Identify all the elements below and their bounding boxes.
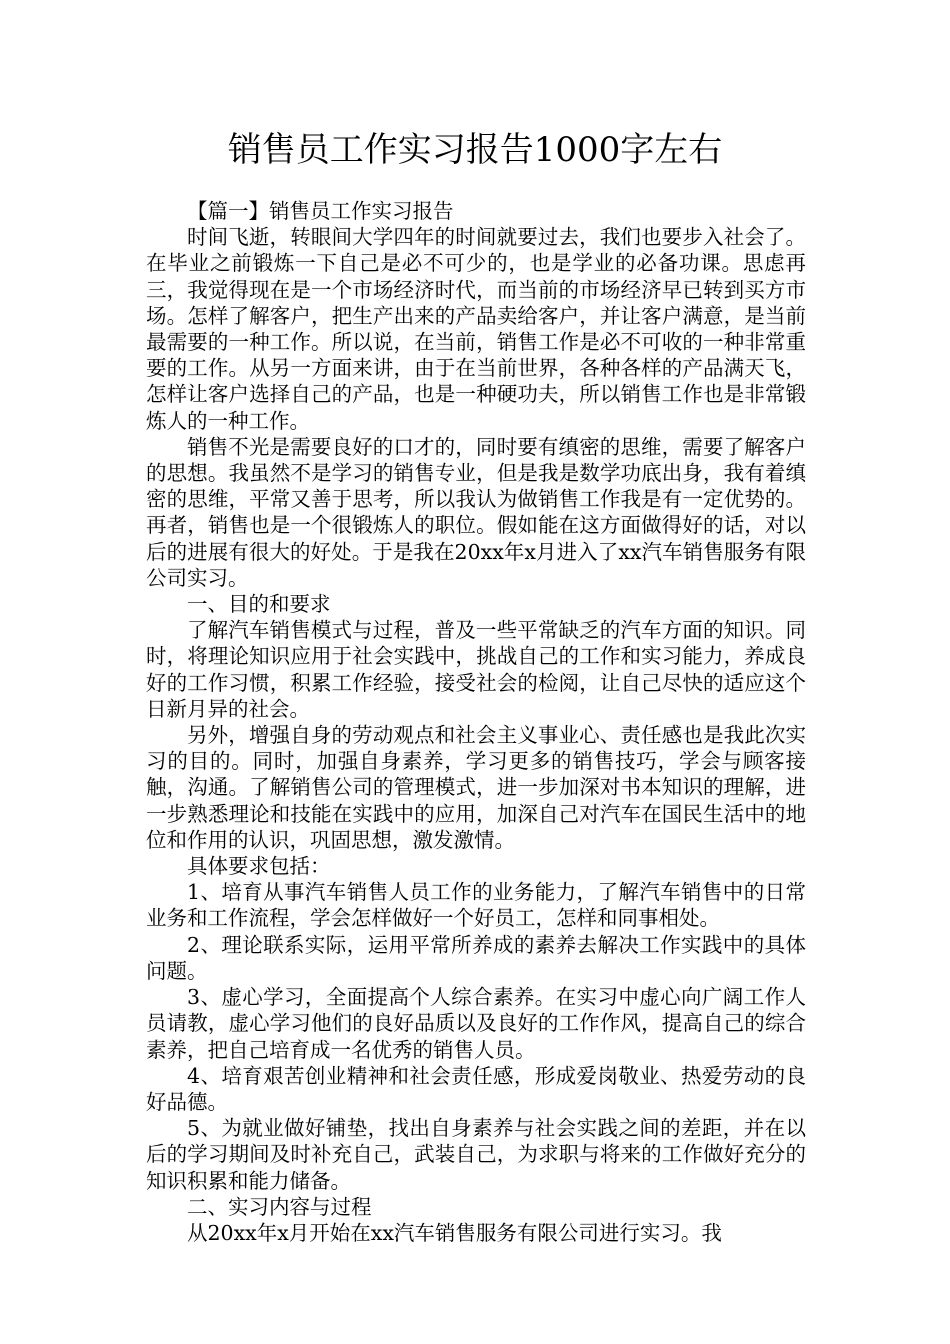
- section-heading: 一、目的和要求: [187, 592, 331, 617]
- list-item: 5、为就业做好铺垫，找出自身素养与社会实践之间的差距，并在以后的学习期间及时补充自己，武装自己，为求职与将来的工作做好充分的知识积累和能力储备。: [146, 1116, 806, 1193]
- list-item: 4、培育艰苦创业精神和社会责任感，形成爱岗敬业、热爱劳动的良好品德。: [146, 1063, 806, 1114]
- document-body: [146, 198, 806, 1246]
- body-paragraph: 具体要求包括：: [187, 854, 331, 879]
- body-paragraph: 销售不光是需要良好的口才的，同时要有缜密的思维，需要了解客户的思想。我虽然不是学习的销售专业，但是我是数学功底出身，我有着缜密的思维，平常又善于思考，所以我认为做销售工作我是有一定优势的。再者，销售也是一个很锻炼人的职位。假如能在这方面做得好的话，对以后的进展有很大的好处。于是我在20xx年x月进入了xx汽车销售服务有限公司实习。: [146, 434, 806, 590]
- body-paragraph: 另外，增强自身的劳动观点和社会主义事业心、责任感也是我此次实习的目的。同时，加强自身素养，学习更多的销售技巧，学会与顾客接触，沟通。了解销售公司的管理模式，进一步加深对书本知识的理解，进一步熟悉理论和技能在实践中的应用，加深自己对汽车在国民生活中的地位和作用的认识，巩固思想，激发激情。: [146, 723, 806, 852]
- section-heading: 二、实习内容与过程: [187, 1194, 372, 1219]
- document-title: 销售员工作实习报告1000字左右: [227, 130, 723, 170]
- list-item: 1、培育从事汽车销售人员工作的业务能力，了解汽车销售中的日常业务和工作流程，学会怎样做好一个好员工，怎样和同事相处。: [146, 880, 806, 931]
- list-item: 3、虚心学习，全面提高个人综合素养。在实习中虚心向广阔工作人员请教，虚心学习他们的良好品质以及良好的工作作风，提高自己的综合素养，把自己培育成一名优秀的销售人员。: [146, 985, 806, 1062]
- section-heading: 【篇一】销售员工作实习报告: [187, 199, 454, 223]
- body-paragraph: 时间飞逝，转眼间大学四年的时间就要过去，我们也要步入社会了。在毕业之前锻炼一下自己是必不可少的，也是学业的必备功课。思虑再三，我觉得现在是一个市场经济时代，而当前的市场经济早已转到买方市场。怎样了解客户，把生产出来的产品卖给客户，并让客户满意，是当前最需要的一种工作。所以说，在当前，销售工作是必不可收的一种非常重要的工作。从另一方面来讲，由于在当前世界，各种各样的产品满天飞，怎样让客户选择自己的产品，也是一种硬功夫，所以销售工作也是非常锻炼人的一种工作。: [146, 225, 806, 433]
- body-paragraph: 了解汽车销售模式与过程，普及一些平常缺乏的汽车方面的知识。同时，将理论知识应用于社会实践中，挑战自己的工作和实习能力，养成良好的工作习惯，积累工作经验，接受社会的检阅，让自己尽快的适应这个日新月异的社会。: [146, 618, 806, 721]
- list-item: 2、理论联系实际，运用平常所养成的素养去解决工作实践中的具体问题。: [146, 932, 806, 983]
- body-paragraph: 从20xx年x月开始在xx汽车销售服务有限公司进行实习。我: [187, 1220, 722, 1245]
